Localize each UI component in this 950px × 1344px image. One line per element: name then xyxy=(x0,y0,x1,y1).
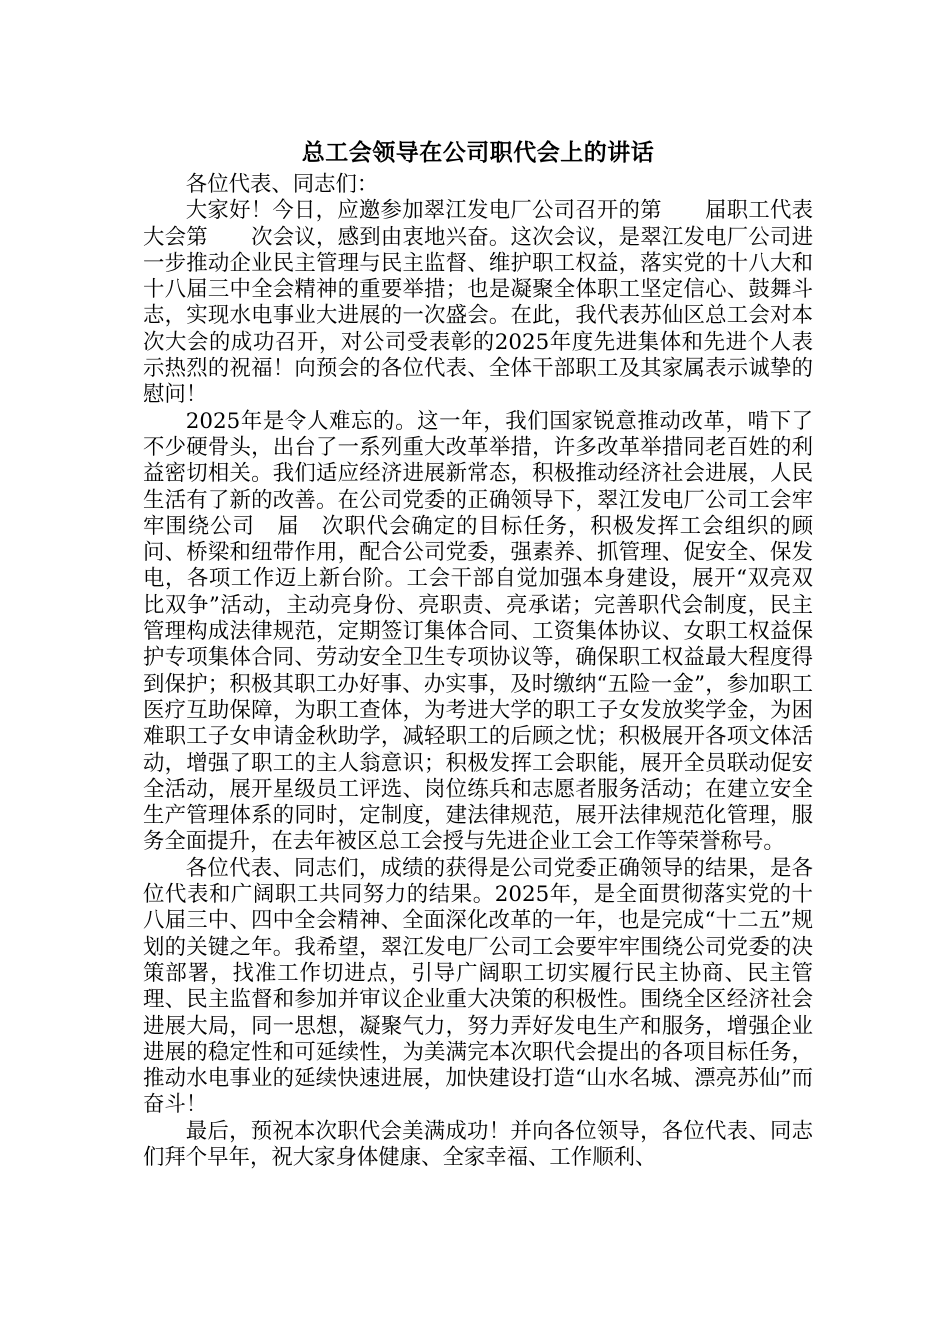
salutation-paragraph: 各位代表、同志们： xyxy=(185,172,379,197)
document-body xyxy=(143,138,813,1171)
review-paragraph: 2025年是令人难忘的。这一年，我们国家锐意推动改革，啃下了不少硬骨头，出台了一系列重大改革举措，许多改革举措同老百姓的利益密切相关。我们适应经济进展新常态，积极推动经济社会进展，人民生活有了新的改善。在公司党委的正确领导下，翠江发电厂公司工会牢牢围绕公司 届 次职代会确定的目标任务，积极发挥工会组织的顾问、桥梁和纽带作用，配合公司党委，强素养、抓管理、促安全、保发电，各项工作迈上新台阶。工会干部自觉加强本身建设，展开“双亮双比双争”活动，主动亮身份、亮职责、亮承诺；完善职代会制度，民主管理构成法律规范，定期签订集体合同、工资集体协议、女职工权益保护专项集体合同、劳动安全卫生专项协议等，确保职工权益最大程度得到保护；积极其职工办好事、办实事，及时缴纳“五险一金”，参加职工医疗互助保障，为职工查体，为考进大学的职工子女发放奖学金，为困难职工子女申请金秋助学，减轻职工的后顾之忧；积极展开各项文体活动，增强了职工的主人翁意识；积极发挥工会职能，展开全员联动促安全活动，展开星级员工评选、岗位练兵和志愿者服务活动；在建立安全生产管理体系的同时，定制度，建法律规范，展开法律规范化管理，服务全面提升，在去年被区总工会授与先进企业工会工作等荣誉称号。 xyxy=(143,408,813,855)
document-title: 总工会领导在公司职代会上的讲话 xyxy=(301,140,655,166)
opening-paragraph: 大家好！今日，应邀参加翠江发电厂公司召开的第 届职工代表大会第 次会议，感到由衷地兴奋。这次会议，是翠江发电厂公司进一步推动企业民主管理与民主监督、维护职工权益，落实党的十八大和十八届三中全会精神的重要举措；也是凝聚全体职工坚定信心、鼓舞斗志，实现水电事业大进展的一次盛会。在此，我代表苏仙区总工会对本次大会的成功召开，对公司受表彰的2025年度先进集体和先进个人表示热烈的祝福！向预会的各位代表、全体干部职工及其家属表示诚挚的慰问！ xyxy=(143,198,813,408)
expectation-paragraph: 各位代表、同志们，成绩的获得是公司党委正确领导的结果，是各位代表和广阔职工共同努力的结果。2025年，是全面贯彻落实党的十八届三中、四中全会精神、全面深化改革的一年，也是完成“十二五”规划的关键之年。我希望，翠江发电厂公司工会要牢牢围绕公司党委的决策部署，找准工作切进点，引导广阔职工切实履行民主协商、民主管理、民主监督和参加并审议企业重大决策的积极性。围绕全区经济社会进展大局，同一思想，凝聚气力，努力弄好发电生产和服务，增强企业进展的稳定性和可延续性，为美满完本次职代会提出的各项目标任务，推动水电事业的延续快速进展，加快建设打造“山水名城、漂亮苏仙”而奋斗！ xyxy=(143,855,813,1118)
closing-paragraph: 最后，预祝本次职代会美满成功！并向各位领导，各位代表、同志们拜个早年，祝大家身体健康、全家幸福、工作顺利、 xyxy=(143,1118,813,1170)
